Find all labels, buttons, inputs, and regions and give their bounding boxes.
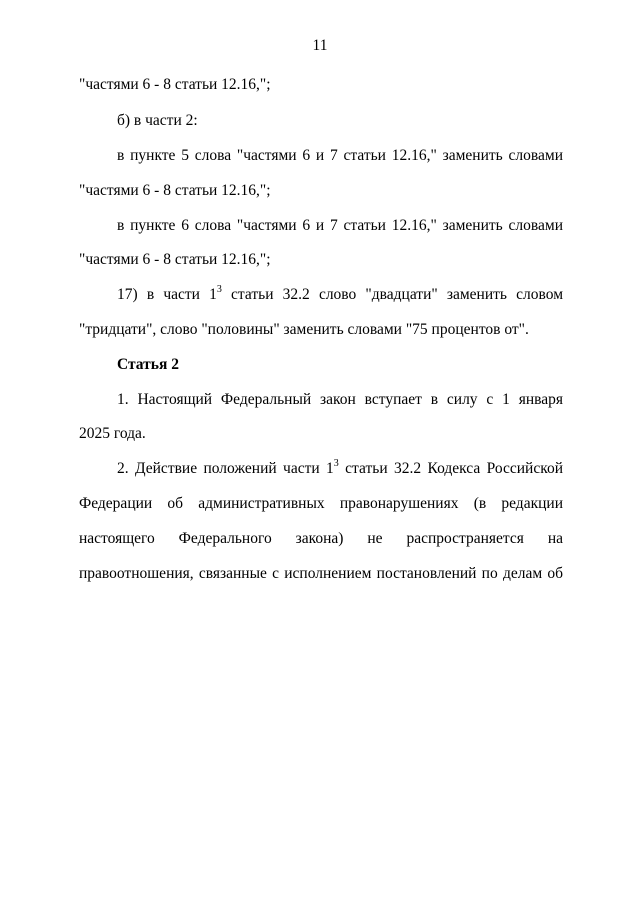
text-line-11-start: 2. Действие положений части 1: [117, 460, 334, 477]
text-line-10: 2025 года.: [79, 425, 146, 442]
text-line-13: настоящего Федерального закона) не распространяется на: [79, 530, 563, 547]
text-line-2: б) в части 2:: [117, 112, 198, 129]
text-line-14: правоотношения, связанные с исполнением постановлений по делам об: [79, 565, 563, 582]
page-number: 11: [312, 37, 328, 54]
text-line-1: "частями 6 - 8 статьи 12.16,";: [79, 76, 271, 93]
text-line-8: "тридцати", слово "половины" заменить словами "75 процентов от".: [79, 321, 529, 338]
article-heading: Статья 2: [117, 356, 179, 373]
text-line-12: Федерации об административных правонарушениях (в редакции: [79, 495, 563, 512]
text-line-7-start: 17) в части 1: [117, 286, 217, 303]
text-line-11: [117, 459, 563, 479]
text-line-7-end: статьи 32.2 слово "двадцати" заменить словом: [221, 286, 563, 303]
superscript: 3: [333, 457, 339, 469]
text-line-11-end: статьи 32.2 Кодекса Российской: [338, 460, 563, 477]
text-line-5: в пункте 6 слова "частями 6 и 7 статьи 12.16," заменить словами: [117, 217, 563, 234]
text-line-7: [117, 285, 563, 305]
text-line-9: 1. Настоящий Федеральный закон вступает в силу с 1 января: [117, 391, 563, 408]
text-line-4: "частями 6 - 8 статьи 12.16,";: [79, 182, 271, 199]
superscript: 3: [216, 283, 222, 295]
text-line-6: "частями 6 - 8 статьи 12.16,";: [79, 251, 271, 268]
text-line-3: в пункте 5 слова "частями 6 и 7 статьи 12.16," заменить словами: [117, 147, 563, 164]
